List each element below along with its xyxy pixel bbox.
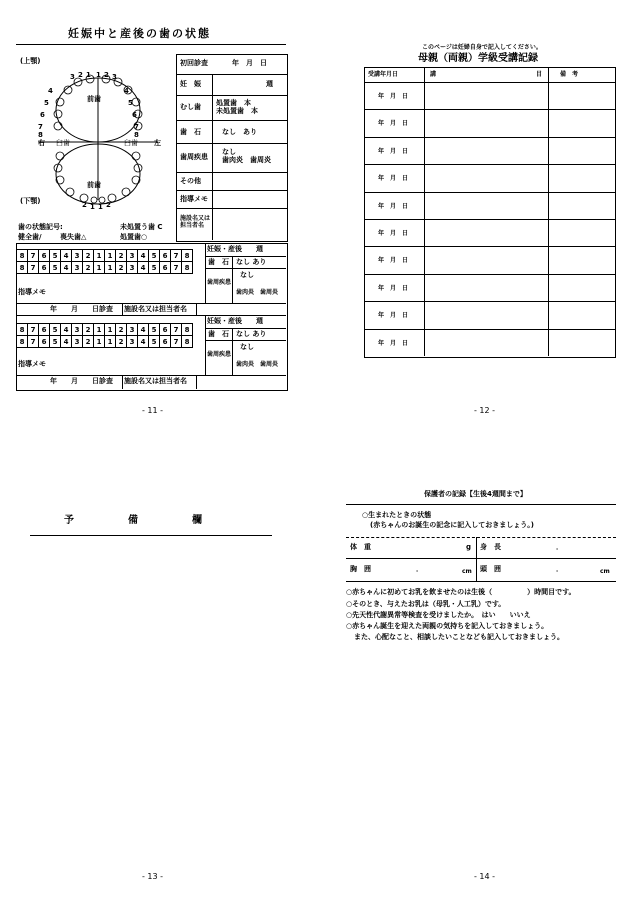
guidance-memo-label: 指導メモ bbox=[180, 195, 208, 203]
tooth-num-top-3: 1 bbox=[86, 71, 91, 79]
block1-memo-label: 指導メモ bbox=[18, 288, 46, 296]
legend-title: 歯の状態記号: bbox=[18, 223, 63, 231]
head-dot: ． bbox=[556, 565, 563, 573]
legend-treated: 処置歯○ bbox=[120, 233, 148, 241]
block1-periodontal-label: 歯周疾患 bbox=[207, 279, 232, 286]
legend-untreated: 未処置う歯 C bbox=[120, 223, 163, 231]
calculus-label: 歯 石 bbox=[180, 128, 201, 136]
tooth-num-bottom-2: 1 bbox=[90, 203, 95, 211]
pregnancy-week-label: 妊 娠 bbox=[180, 80, 201, 88]
chest-unit: cm bbox=[462, 568, 472, 575]
block2-memo-label: 指導メモ bbox=[18, 360, 46, 368]
page-11-title: 妊娠中と産後の歯の状態 bbox=[68, 27, 211, 40]
tooth-grid-2 bbox=[16, 323, 193, 348]
concerns-line: また、心配なこと、相談したいことなども記入しておきましょう。 bbox=[354, 633, 564, 641]
block1-pregnancy-label: 妊娠・産後 週 bbox=[207, 245, 263, 253]
tooth-num-top-1: 3 bbox=[70, 73, 75, 81]
attendance-row-date: 年 月 日 bbox=[378, 312, 409, 319]
block2-calculus-label: 歯 石 bbox=[208, 330, 229, 338]
head-unit: cm bbox=[600, 568, 610, 575]
page-14-title: 保護者の記録【生後4週間まで】 bbox=[424, 490, 527, 498]
tooth-num-top-4: 1 bbox=[96, 71, 101, 79]
page-12-note: このページは妊婦自身で記入してください。 bbox=[422, 44, 542, 51]
left-side-label: 左 bbox=[154, 139, 161, 147]
initial-exam-date: 年 月 日 bbox=[232, 59, 267, 67]
other-label: その他 bbox=[180, 177, 201, 185]
tooth-side-right-8: 8 bbox=[134, 131, 139, 139]
attendance-row-date: 年 月 日 bbox=[378, 175, 409, 182]
col-day-header: 目 bbox=[536, 71, 543, 78]
weight-label: 体 重 bbox=[350, 543, 371, 551]
tooth-num-top-6: 3 bbox=[112, 73, 117, 81]
tooth-side-left-4: 4 bbox=[48, 87, 53, 95]
legend-healthy: 健全歯/ bbox=[18, 233, 42, 241]
attendance-row-date: 年 月 日 bbox=[378, 93, 409, 100]
col-course-header: 講 bbox=[430, 71, 437, 78]
caries-value: 処置歯 本 未処置歯 本 bbox=[216, 99, 258, 115]
attendance-row-date: 年 月 日 bbox=[378, 285, 409, 292]
attendance-row-divider bbox=[364, 137, 615, 138]
tooth-grid-1 bbox=[16, 249, 193, 274]
attendance-row-date: 年 月 日 bbox=[378, 120, 409, 127]
pregnancy-week-value: 週 bbox=[266, 80, 273, 88]
upper-front-label: 前歯 bbox=[87, 95, 101, 103]
tooth-num-top-5: 2 bbox=[104, 71, 109, 79]
block2-periodontal-label: 歯周疾患 bbox=[207, 351, 232, 358]
col-remarks-header: 備 考 bbox=[560, 71, 579, 78]
attendance-row-divider bbox=[364, 274, 615, 275]
tooth-row-upper-2: 8 7 6 5 4 3 2 1 1 2 3 4 5 6 7 8 bbox=[17, 324, 193, 336]
height-label: 身 長 bbox=[480, 543, 501, 551]
attendance-row-date: 年 月 日 bbox=[378, 340, 409, 347]
periodontal-value: なし 歯肉炎 歯周炎 bbox=[222, 148, 271, 165]
parents-feelings-line: ○赤ちゃん誕生を迎えた両親の気持ちを記入しておきましょう。 bbox=[346, 622, 549, 630]
page-13-title: 予 備 欄 bbox=[64, 515, 208, 526]
block1-periodontal-value: 歯肉炎 歯周炎 bbox=[236, 289, 279, 296]
initial-exam-label: 初回診査 bbox=[180, 59, 208, 67]
block2-calculus-value: なし あり bbox=[236, 330, 267, 338]
attendance-row-divider bbox=[364, 164, 615, 165]
block1-facility-label: 施設名又は担当者名 bbox=[124, 305, 187, 313]
block1-calculus-label: 歯 石 bbox=[208, 258, 229, 266]
tooth-side-left-8: 8 bbox=[38, 131, 43, 139]
block1-periodontal-none: なし bbox=[240, 271, 254, 279]
block2-periodontal-value: 歯肉炎 歯周炎 bbox=[236, 361, 279, 368]
facility-name-label: 施設名又は担当者名 bbox=[180, 215, 211, 229]
tooth-row-lower-2: 8 7 6 5 4 3 2 1 1 2 3 4 5 6 7 8 bbox=[17, 336, 193, 348]
head-label: 頭 囲 bbox=[480, 565, 501, 573]
feeding-type-line: ○そのとき、与えたお乳は（母乳・人工乳）です。 bbox=[346, 600, 506, 608]
weight-unit: g bbox=[466, 543, 472, 551]
attendance-row-divider bbox=[364, 246, 615, 247]
chest-dot: ． bbox=[416, 565, 423, 573]
attendance-row-date: 年 月 日 bbox=[378, 257, 409, 264]
block1-date-label: 年 月 日診査 bbox=[50, 305, 113, 313]
block2-pregnancy-label: 妊娠・産後 週 bbox=[207, 317, 263, 325]
attendance-row-divider bbox=[364, 109, 615, 110]
tooth-side-right-6: 6 bbox=[132, 111, 137, 119]
col-date-header: 受講年月日 bbox=[368, 71, 399, 78]
tooth-side-left-7: 7 bbox=[38, 123, 43, 131]
attendance-row-date: 年 月 日 bbox=[378, 230, 409, 237]
page-12-title: 母親（両親）学級受講記録 bbox=[418, 53, 538, 64]
block2-periodontal-none: なし bbox=[240, 343, 254, 351]
tooth-num-top-2: 2 bbox=[78, 71, 83, 79]
page-number-11: - 11 - bbox=[142, 406, 164, 415]
tooth-num-bottom-4: 2 bbox=[106, 201, 111, 209]
chest-label: 胸 囲 bbox=[350, 565, 371, 573]
page-number-13: - 13 - bbox=[142, 872, 164, 881]
back-teeth-right-label: 臼歯 bbox=[56, 139, 70, 147]
page-14-title-rule bbox=[346, 504, 616, 505]
page-13-underline bbox=[30, 535, 272, 536]
tooth-side-right-7: 7 bbox=[134, 123, 139, 131]
lower-front-label: 前歯 bbox=[87, 181, 101, 189]
periodontal-label: 歯周疾患 bbox=[180, 153, 208, 161]
tooth-side-right-5: 5 bbox=[128, 99, 133, 107]
metabolic-test-line: ○先天性代謝異常等検査を受けましたか。 はい いいえ bbox=[346, 611, 531, 619]
calculus-value: なし あり bbox=[222, 128, 257, 136]
lower-jaw-label: (下顎) bbox=[20, 197, 41, 205]
right-side-label: 右 bbox=[38, 139, 45, 147]
caries-label: むし歯 bbox=[180, 103, 201, 111]
attendance-row-date: 年 月 日 bbox=[378, 148, 409, 155]
tooth-row-upper-1: 8 7 6 5 4 3 2 1 1 2 3 4 5 6 7 8 bbox=[17, 250, 193, 262]
title-underline bbox=[16, 44, 286, 45]
birth-status-note: (赤ちゃんのお誕生の記念に記入しておきましょう。) bbox=[370, 521, 534, 529]
attendance-row-date: 年 月 日 bbox=[378, 203, 409, 210]
tooth-num-bottom-3: 1 bbox=[98, 203, 103, 211]
height-unit: ． bbox=[556, 543, 563, 551]
attendance-row-divider bbox=[364, 192, 615, 193]
attendance-row-divider bbox=[364, 219, 615, 220]
back-teeth-left-label: 臼歯 bbox=[124, 139, 138, 147]
upper-jaw-label: (上顎) bbox=[20, 57, 41, 65]
block2-date-label: 年 月 日診査 bbox=[50, 377, 113, 385]
block1-calculus-value: なし あり bbox=[236, 258, 267, 266]
page-number-12: - 12 - bbox=[474, 406, 496, 415]
legend-missing: 喪失歯△ bbox=[60, 233, 87, 241]
tooth-side-left-6: 6 bbox=[40, 111, 45, 119]
page-number-14: - 14 - bbox=[474, 872, 496, 881]
tooth-num-bottom-1: 2 bbox=[82, 201, 87, 209]
tooth-side-right-4: 4 bbox=[124, 87, 129, 95]
first-feeding-line: ○赤ちゃんに初めてお乳を飲ませたのは生後（ ）時間目です。 bbox=[346, 588, 576, 596]
attendance-row-divider bbox=[364, 301, 615, 302]
tooth-row-lower-1: 8 7 6 5 4 3 2 1 1 2 3 4 5 6 7 8 bbox=[17, 262, 193, 274]
tooth-side-left-5: 5 bbox=[44, 99, 49, 107]
block2-facility-label: 施設名又は担当者名 bbox=[124, 377, 187, 385]
attendance-row-divider bbox=[364, 329, 615, 330]
birth-status-heading: ○生まれたときの状態 bbox=[362, 511, 432, 519]
